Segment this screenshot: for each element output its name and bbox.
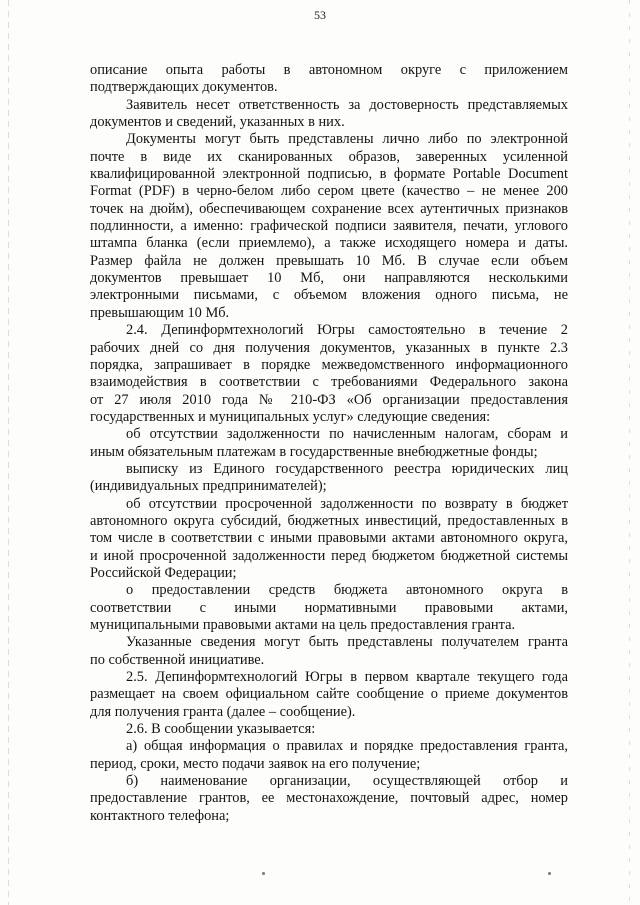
text-line: Format (PDF) в черно-белом либо сером цвете (качество – не менее 200 bbox=[90, 183, 568, 200]
text-line: выписку из Единого государственного реестра юридических лиц bbox=[126, 460, 568, 477]
text-line: Российской Федерации; bbox=[90, 564, 237, 581]
paragraph bbox=[90, 97, 568, 132]
text-line: иным обязательным платежам в государственные внебюджетные фонды; bbox=[90, 443, 538, 460]
text-line: взаимодействия в соответствии с требованиями Федерального закона bbox=[90, 374, 568, 391]
text-line: Размер файла не должен превышать 10 Мб. В случае если объем bbox=[90, 252, 568, 269]
text-line: Указанные сведения могут быть представлены получателем гранта bbox=[126, 634, 568, 651]
document-body bbox=[90, 62, 568, 825]
paragraph bbox=[90, 461, 568, 496]
paragraph bbox=[90, 773, 568, 825]
scan-edge-right bbox=[629, 0, 630, 905]
text-line: документов и сведений, указанных в них. bbox=[90, 114, 345, 131]
text-line: от 27 июля 2010 года № 210-ФЗ «Об организации предоставления bbox=[90, 391, 568, 408]
text-line: превышающим 10 Мб. bbox=[90, 304, 230, 321]
paragraph bbox=[90, 634, 568, 669]
text-line: размещает на своем официальном сайте сообщение о приеме документов bbox=[90, 686, 568, 703]
text-line: Документы могут быть представлены лично либо по электронной bbox=[126, 131, 568, 148]
text-line: соответствии с иными нормативными правовыми актами, bbox=[90, 599, 568, 616]
text-line: штампа бланка (если приемлемо), а также исходящего номера и даты. bbox=[90, 235, 568, 252]
paragraph bbox=[90, 496, 568, 583]
text-line: о предоставлении средств бюджета автономного округа в bbox=[126, 582, 568, 599]
text-line: по собственной инициативе. bbox=[90, 651, 265, 668]
text-line: а) общая информация о правилах и порядке предоставления гранта, bbox=[126, 738, 568, 755]
text-line: рабочих дней со дня получения документов, указанных в пункте 2.3 bbox=[90, 339, 568, 356]
text-line: подлинности, а именно: графической подписи заявителя, печати, углового bbox=[90, 218, 568, 235]
text-line: об отсутствии задолженности по начисленным налогам, сборам и bbox=[126, 426, 568, 443]
text-line: об отсутствии просроченной задолженности по возврату в бюджет bbox=[126, 495, 568, 512]
text-line: контактного телефона; bbox=[90, 807, 230, 824]
paragraph bbox=[90, 721, 568, 738]
text-line: 2.5. Депинформтехнологий Югры в первом квартале текущего года bbox=[126, 669, 568, 686]
text-line: для получения гранта (далее – сообщение). bbox=[90, 703, 356, 720]
text-line: квалифицированной электронной подписью, в формате Portable Document bbox=[90, 166, 568, 183]
text-line: том числе в соответствии с иными правовыми актами автономного округа, bbox=[90, 530, 568, 547]
text-line: описание опыта работы в автономном округе с приложением bbox=[90, 62, 568, 78]
text-line: период, сроки, место подачи заявок на его получение; bbox=[90, 755, 421, 772]
paragraph bbox=[90, 131, 568, 322]
text-line: Заявитель несет ответственность за достоверность представляемых bbox=[126, 96, 568, 113]
text-line: государственных и муниципальных услуг» следующие сведения: bbox=[90, 408, 491, 425]
paragraph bbox=[90, 582, 568, 634]
scan-dot bbox=[262, 872, 265, 875]
text-line: автономного округа субсидий, бюджетных инвестиций, предоставленных в bbox=[90, 512, 568, 529]
text-line: документов превышает 10 Мб, они направляются несколькими bbox=[90, 270, 568, 287]
text-line: и иной просроченной задолженности перед бюджетом бюджетной системы bbox=[90, 547, 568, 564]
paragraph bbox=[90, 426, 568, 461]
text-line: порядка, запрашивает в порядке межведомственного информационного bbox=[90, 356, 568, 373]
paragraph bbox=[90, 322, 568, 426]
paragraph bbox=[90, 62, 568, 97]
text-line: (индивидуальных предпринимателей); bbox=[90, 478, 327, 495]
scan-edge-left bbox=[8, 0, 9, 905]
text-line: 2.4. Депинформтехнологий Югры самостоятельно в течение 2 bbox=[126, 322, 568, 339]
paragraph bbox=[90, 738, 568, 773]
text-line: подтверждающих документов. bbox=[90, 79, 278, 96]
text-line: точек на дюйм), обеспечивающем сохранение всех аутентичных признаков bbox=[90, 200, 568, 217]
paragraph bbox=[90, 669, 568, 721]
text-line: муниципальными правовыми актами на цель предоставления гранта. bbox=[90, 617, 516, 633]
text-line: предоставление грантов, ее местонахождение, почтовый адрес, номер bbox=[90, 790, 568, 807]
text-line: почте в виде их сканированных образов, заверенных усиленной bbox=[90, 148, 568, 165]
text-line: б) наименование организации, осуществляющей отбор и bbox=[126, 773, 568, 790]
text-line: электронными письмами, с объемом вложения одного письма, не bbox=[90, 287, 568, 304]
text-line: 2.6. В сообщении указывается: bbox=[126, 721, 316, 738]
scan-dot bbox=[548, 872, 551, 875]
page-number: 53 bbox=[314, 8, 326, 22]
